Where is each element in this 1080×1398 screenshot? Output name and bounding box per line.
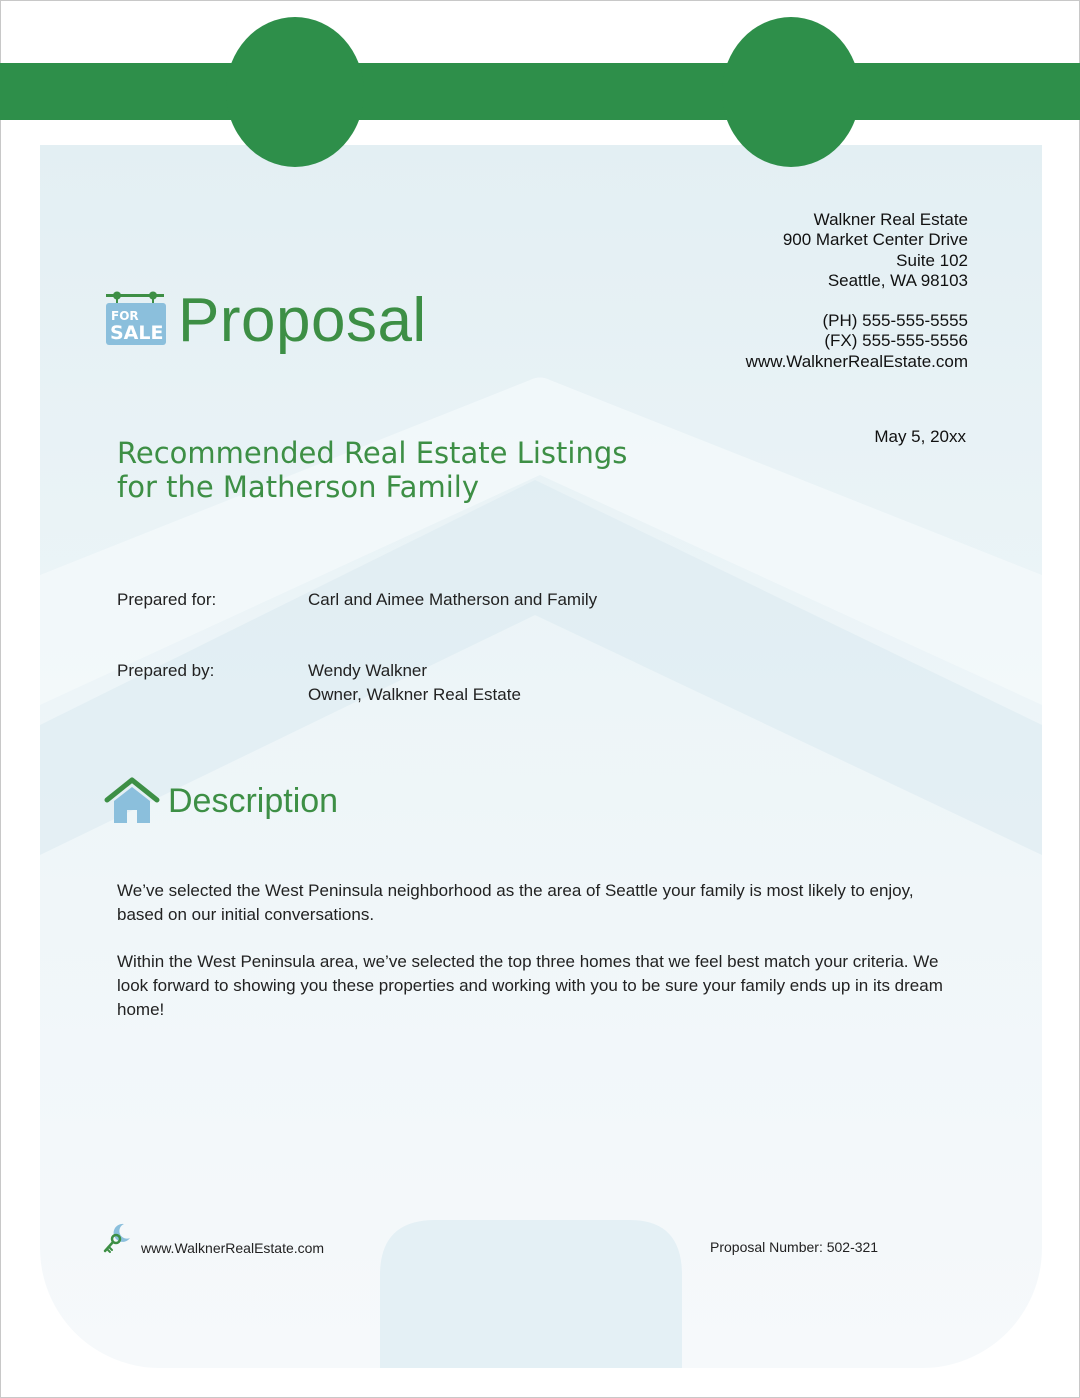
company-suite: Suite 102 xyxy=(896,250,968,270)
preparer-name: Wendy Walkner xyxy=(308,661,428,680)
company-name: Walkner Real Estate xyxy=(813,210,968,229)
prepared-by-label: Prepared by: xyxy=(117,661,215,680)
for-sale-sign-icon xyxy=(104,289,168,349)
headline-line-1: Recommended Real Estate Listings xyxy=(117,436,628,470)
binder-ring-right xyxy=(722,17,860,167)
sale-sign-line1: FOR xyxy=(111,309,139,323)
preparer-title: Owner, Walkner Real Estate xyxy=(308,685,521,704)
company-fax: (FX) 555-555-5556 xyxy=(824,331,968,351)
title-block xyxy=(104,286,427,355)
company-city: Seattle, WA 98103 xyxy=(827,270,968,290)
document-date: May 5, 20xx xyxy=(874,427,966,446)
prepared-for-value: Carl and Aimee Matherson and Family xyxy=(308,590,598,609)
header-band xyxy=(0,63,1080,120)
headline-line-2: for the Matherson Family xyxy=(117,470,479,504)
sale-sign-line2: SALE xyxy=(110,322,164,344)
description-heading: Description xyxy=(168,781,339,820)
prepared-by-value xyxy=(308,659,521,707)
headline xyxy=(117,436,627,504)
footer-website-link[interactable]: www.WalknerRealEstate.com xyxy=(141,1240,325,1256)
house-icon xyxy=(104,776,160,826)
company-phone: (PH) 555-555-5555 xyxy=(822,311,968,331)
company-address xyxy=(746,210,968,372)
description-heading-block xyxy=(104,776,338,826)
proposal-number: Proposal Number: 502-321 xyxy=(710,1239,879,1255)
key-icon xyxy=(102,1222,132,1256)
description-paragraph-2: Within the West Peninsula area, we’ve selected the top three homes that we feel best match your criteria. We look forward to showing you these properties and working with you to be sure your family ends up in its dream home! xyxy=(117,952,943,1019)
company-website[interactable]: www.WalknerRealEstate.com xyxy=(745,351,968,371)
binder-ring-left xyxy=(226,17,364,167)
document-title: Proposal xyxy=(178,286,427,355)
company-street: 900 Market Center Drive xyxy=(782,230,968,250)
description-paragraph-1: We’ve selected the West Peninsula neighborhood as the area of Seattle your family is most likely to enjoy, based on our initial conversations. xyxy=(117,881,914,924)
prepared-for-label: Prepared for: xyxy=(117,590,217,609)
